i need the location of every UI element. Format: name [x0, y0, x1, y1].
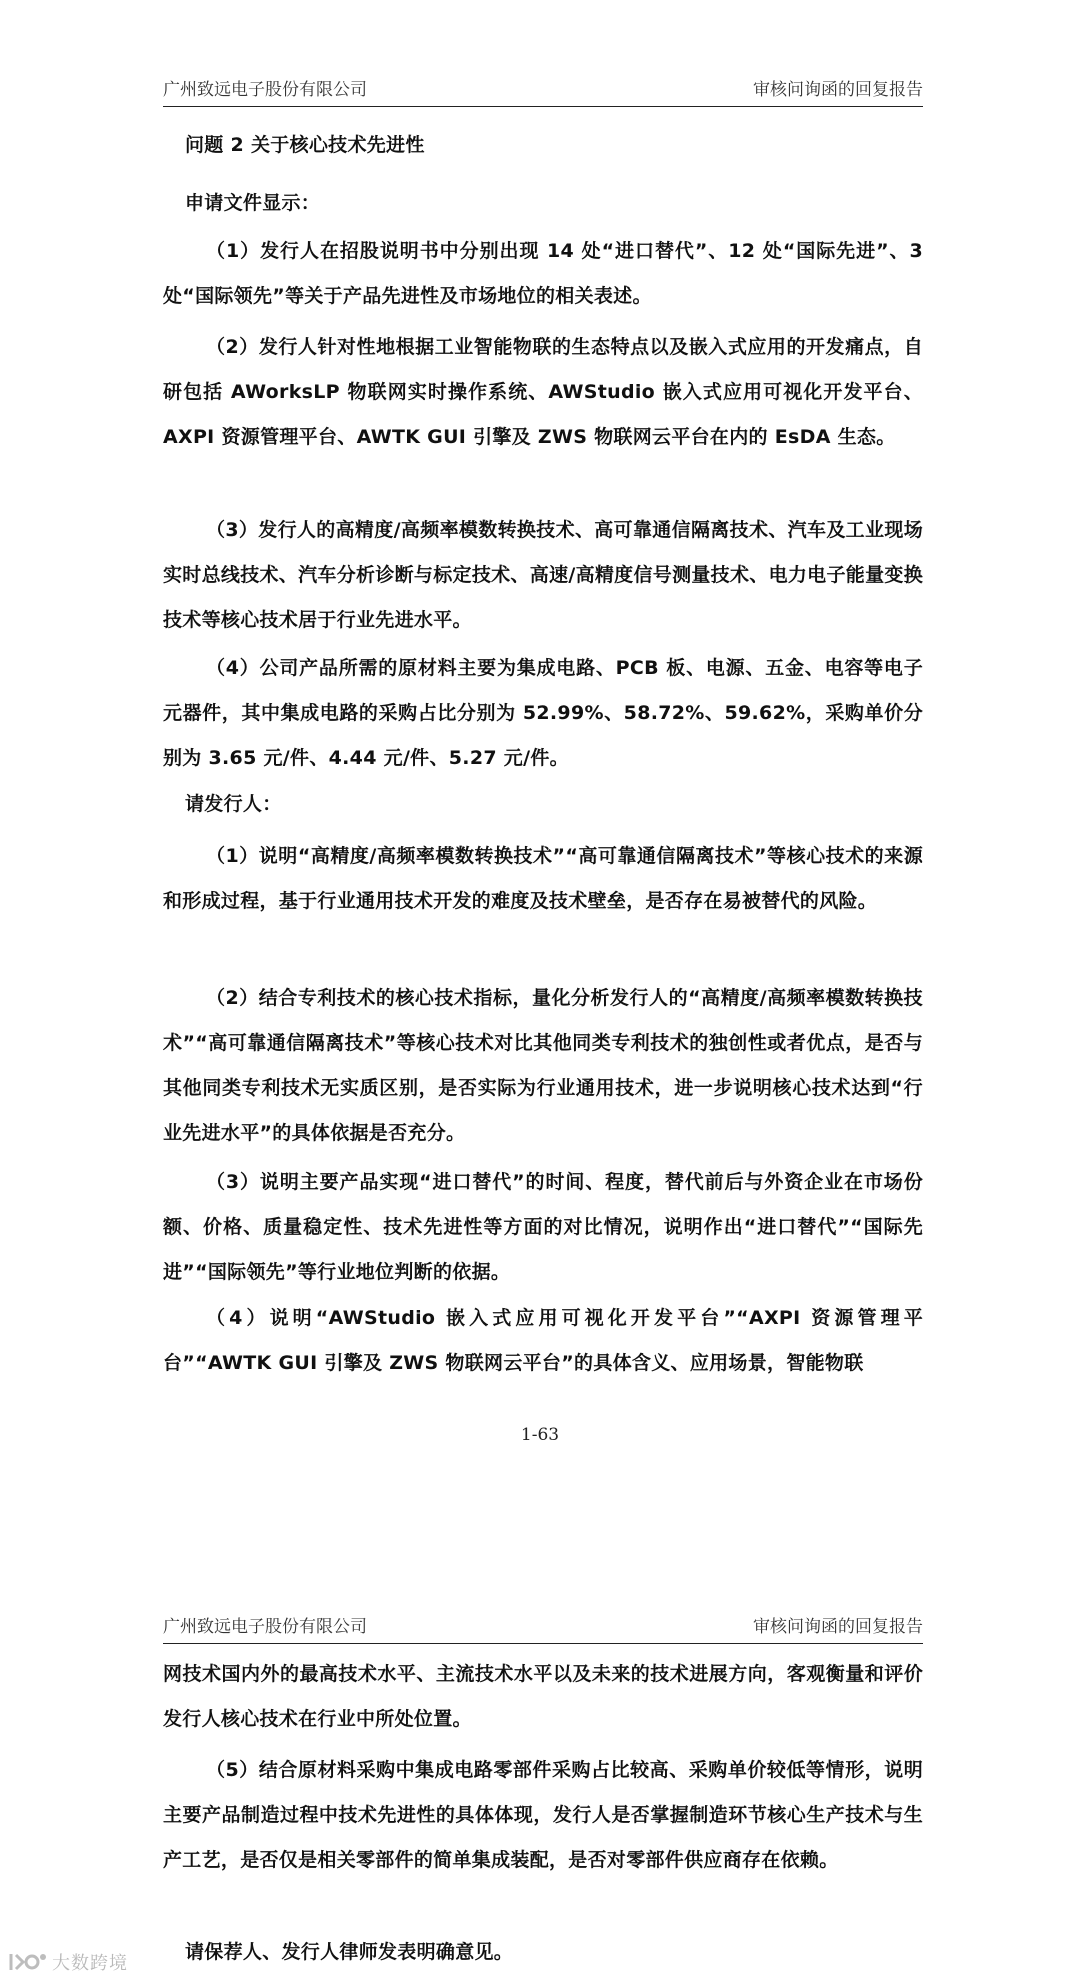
page-header-2: [163, 1613, 923, 1644]
header-report-title: 审核问询函的回复报告: [753, 80, 923, 100]
continuation-paragraph: 网技术国内外的最高技术水平、主流技术水平以及未来的技术进展方向，客观衡量和评价发行人核心技术在行业中所处位置。: [163, 1663, 923, 1730]
question-title: 问题 2 关于核心技术先进性: [185, 134, 425, 156]
statement-2: （2）发行人针对性地根据工业智能物联的生态特点以及嵌入式应用的开发痛点，自研包括 AWorksLP 物联网实时操作系统、AWStudio 嵌入式应用可视化开发平台、AXPI 资源管理平台、AWTK GUI 引擎及 ZWS 物联网云平台在内的 EsDA 生态。: [163, 336, 923, 448]
statement-1: （1）发行人在招股说明书中分别出现 14 处“进口替代”、12 处“国际先进”、3 处“国际领先”等关于产品先进性及市场地位的相关表述。: [163, 240, 923, 307]
header-company-2: 广州致远电子股份有限公司: [163, 1617, 367, 1637]
request-intro: 请发行人：: [185, 793, 282, 815]
header-report-title-2: 审核问询函的回复报告: [753, 1617, 923, 1637]
header-company: 广州致远电子股份有限公司: [163, 80, 367, 100]
request-3: （3）说明主要产品实现“进口替代”的时间、程度，替代前后与外资企业在市场份额、价格、质量稳定性、技术先进性等方面的对比情况，说明作出“进口替代”“国际先进”“国际领先”等行业地位判断的依据。: [163, 1171, 923, 1283]
page-header: [163, 76, 923, 107]
watermark: [8, 1950, 128, 1974]
statement-3: （3）发行人的高精度/高频率模数转换技术、高可靠通信隔离技术、汽车及工业现场实时总线技术、汽车分析诊断与标定技术、高速/高精度信号测量技术、电力电子能量变换技术等核心技术居于行业先进水平。: [163, 519, 923, 631]
statement-4: （4）公司产品所需的原材料主要为集成电路、PCB 板、电源、五金、电容等电子元器件，其中集成电路的采购占比分别为 52.99%、58.72%、59.62%，采购单价分别为 3.65 元/件、4.44 元/件、5.27 元/件。: [163, 657, 923, 769]
watermark-text: 大数跨境: [52, 1953, 128, 1974]
request-2: （2）结合专利技术的核心技术指标，量化分析发行人的“高精度/高频率模数转换技术”“高可靠通信隔离技术”等核心技术对比其他同类专利技术的独创性或者优点，是否与其他同类专利技术无实质区别，是否实际为行业通用技术，进一步说明核心技术达到“行业先进水平”的具体依据是否充分。: [163, 987, 923, 1144]
request-5: （5）结合原材料采购中集成电路零部件采购占比较高、采购单价较低等情形，说明主要产品制造过程中技术先进性的具体体现，发行人是否掌握制造环节核心生产技术与生产工艺，是否仅是相关零部件的简单集成装配，是否对零部件供应商存在依赖。: [163, 1759, 923, 1871]
closing-line: 请保荐人、发行人律师发表明确意见。: [185, 1941, 514, 1963]
request-4: （4）说明“AWStudio 嵌入式应用可视化开发平台”“AXPI 资源管理平台”“AWTK GUI 引擎及 ZWS 物联网云平台”的具体含义、应用场景，智能物联: [163, 1307, 923, 1374]
intro-line: 申请文件显示：: [185, 192, 321, 214]
page-number: 1-63: [520, 1425, 560, 1445]
watermark-logo-icon: [8, 1951, 48, 1973]
request-1: （1）说明“高精度/高频率模数转换技术”“高可靠通信隔离技术”等核心技术的来源和形成过程，基于行业通用技术开发的难度及技术壁垒，是否存在易被替代的风险。: [163, 845, 923, 912]
